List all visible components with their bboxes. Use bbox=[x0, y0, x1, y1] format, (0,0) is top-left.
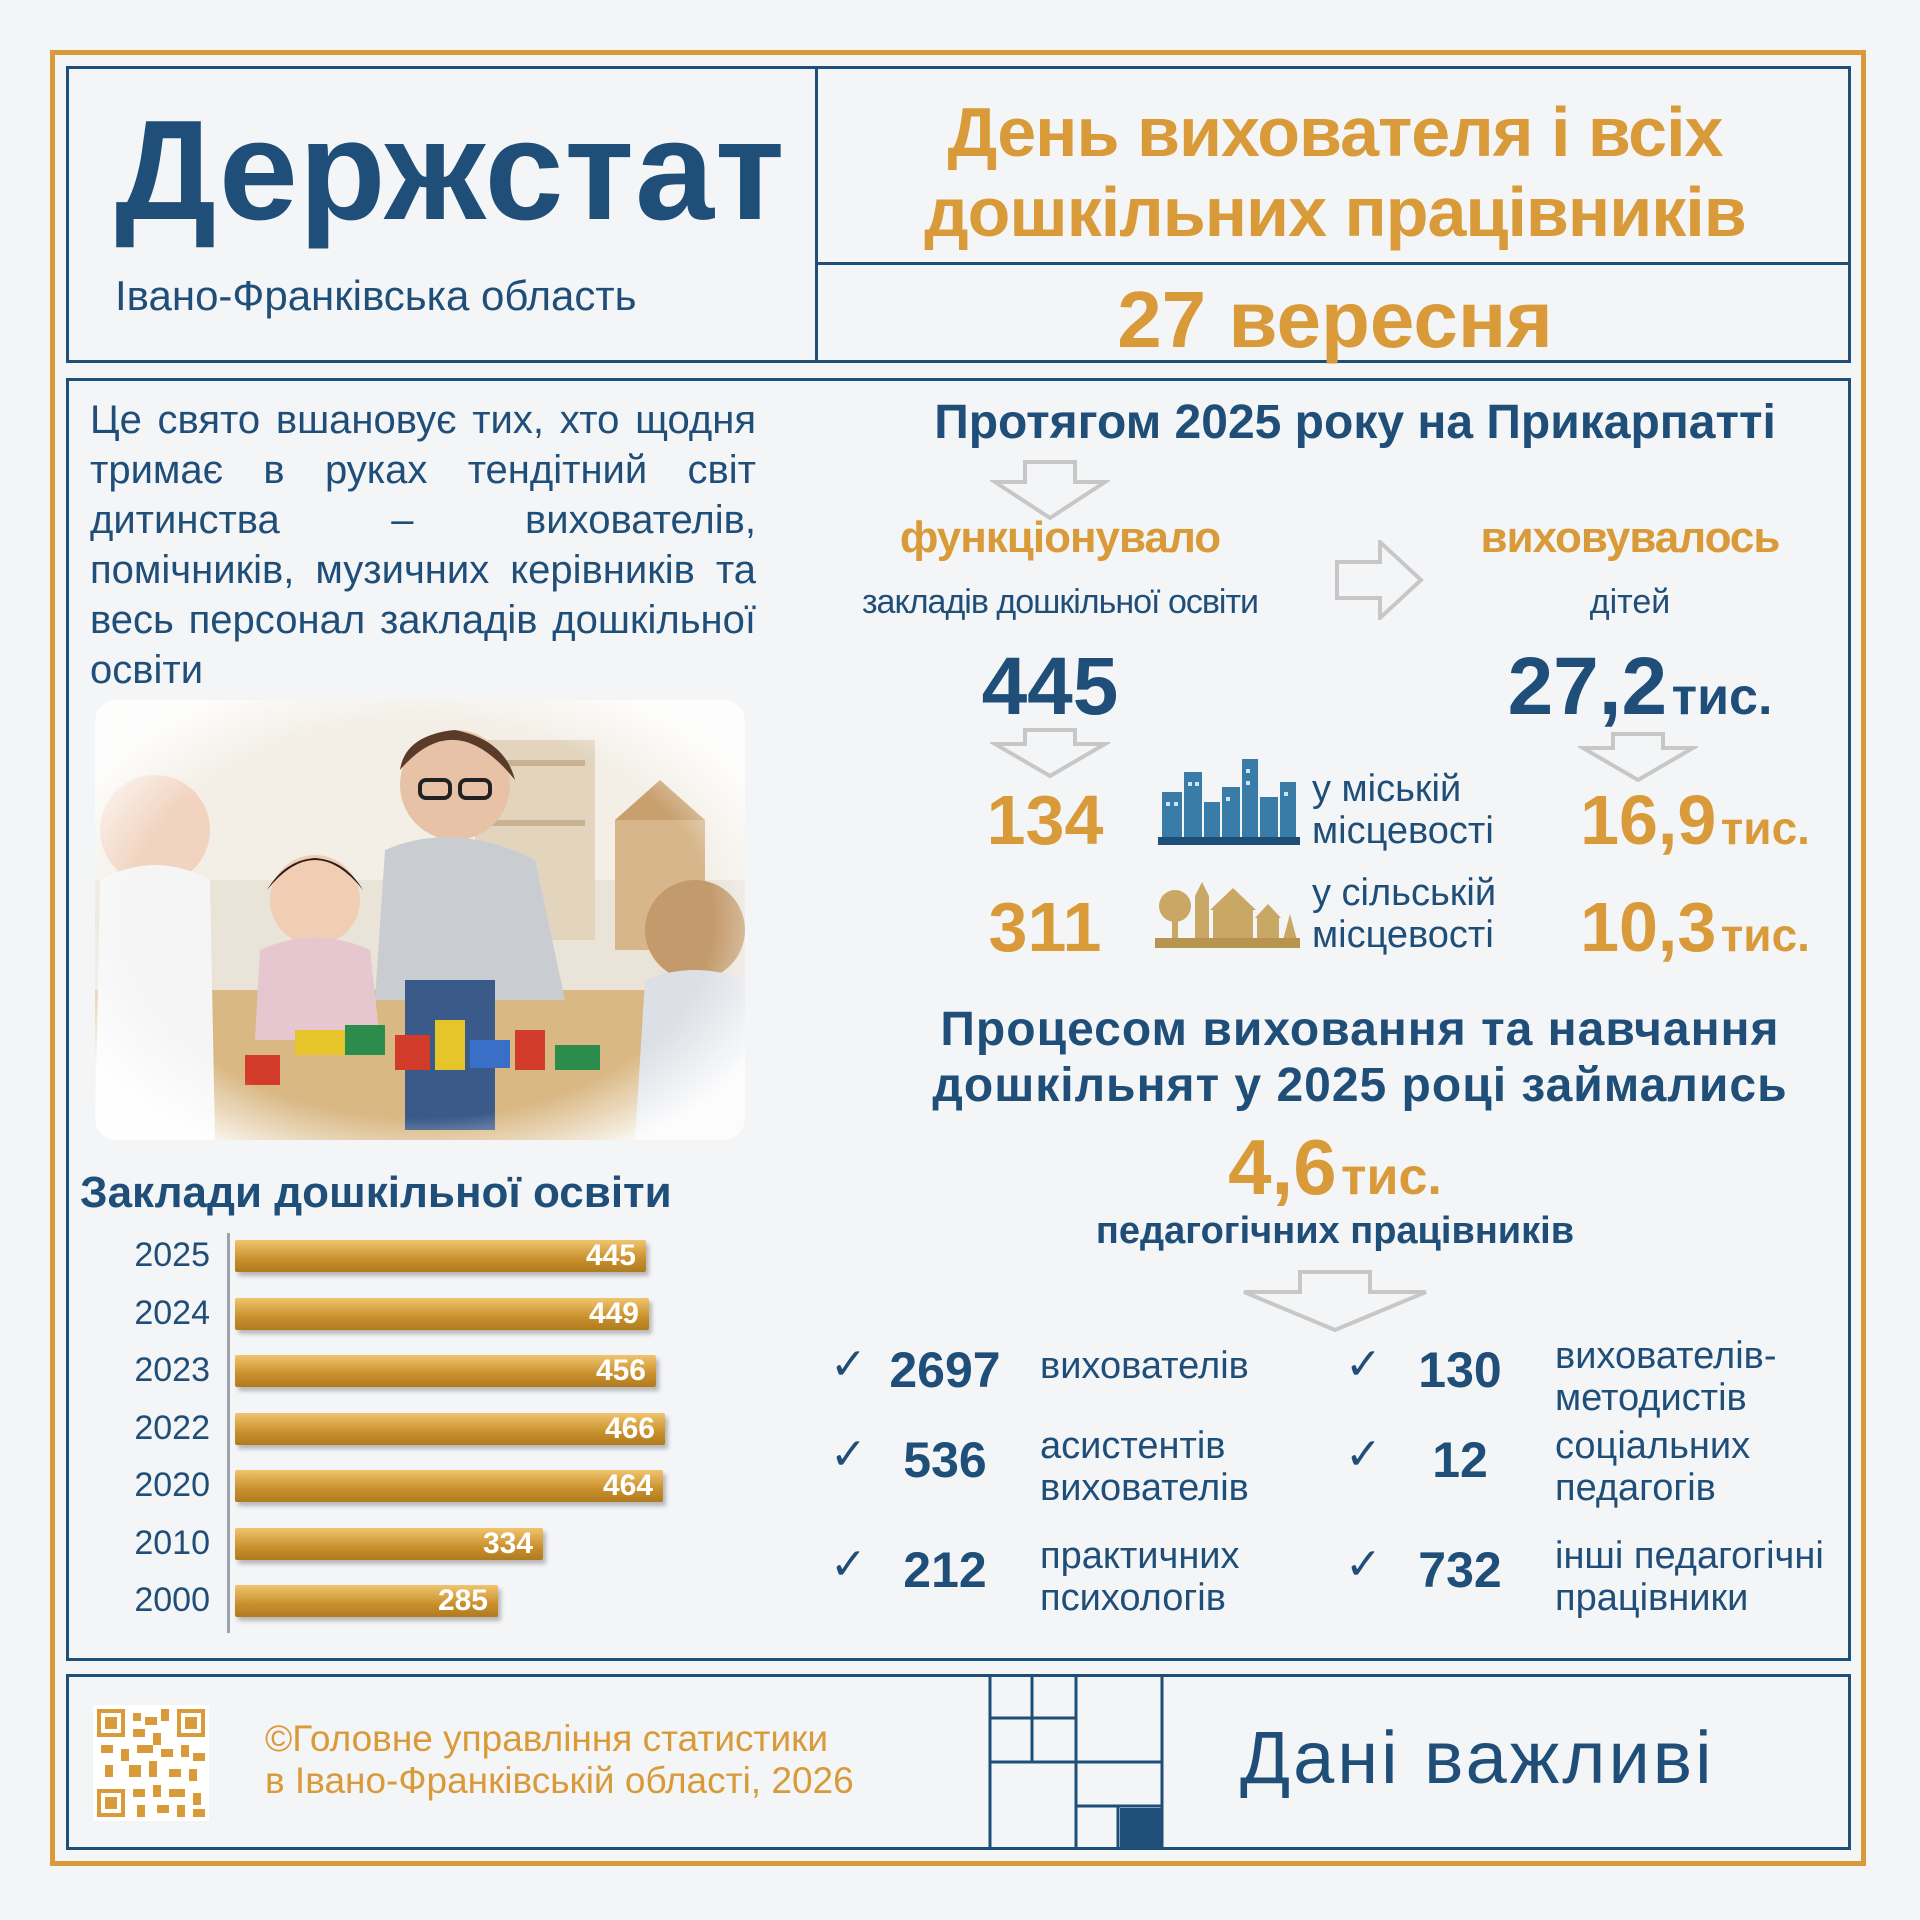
urban-children-unit: тис. bbox=[1720, 802, 1810, 854]
chart-bar bbox=[235, 1298, 649, 1330]
staff-total-value: 4,6 bbox=[1228, 1123, 1337, 1211]
bar-chart bbox=[100, 1225, 700, 1635]
children-total-value: 27,2 bbox=[1507, 641, 1668, 732]
rural-institutions: 311 bbox=[988, 888, 1102, 966]
staff-count: 212 bbox=[903, 1542, 987, 1598]
staff-role-line-1: асистентів bbox=[1040, 1425, 1226, 1467]
chart-value-label: 449 bbox=[588, 1296, 639, 1330]
grid-pattern-icon bbox=[988, 1674, 1164, 1850]
staff-role-line-1: вихователів bbox=[1040, 1345, 1249, 1387]
staff-role-line-1: практичних bbox=[1040, 1535, 1240, 1577]
staff-role-line-1: соціальних bbox=[1555, 1425, 1751, 1467]
staff-role-label bbox=[1040, 1345, 1360, 1387]
staff-heading-line-1: Процесом виховання та навчання bbox=[940, 1003, 1780, 1056]
institutions-total: 445 bbox=[981, 641, 1119, 732]
children-total bbox=[1440, 640, 1840, 734]
staff-count: 536 bbox=[903, 1432, 987, 1488]
slogan: Дані важливі bbox=[1240, 1716, 1715, 1799]
title-line-2: дошкільних працівників bbox=[924, 173, 1746, 251]
chart-axis bbox=[227, 1233, 230, 1633]
rural-children bbox=[1530, 887, 1860, 967]
event-date: 27 вересня bbox=[1117, 275, 1553, 364]
urban-children bbox=[1530, 780, 1860, 860]
staff-role-label bbox=[1040, 1425, 1360, 1509]
chart-value-label: 466 bbox=[604, 1411, 655, 1445]
chart-bar bbox=[235, 1413, 665, 1445]
staff-heading-line-2: дошкільнят у 2025 році займались bbox=[932, 1059, 1788, 1112]
institutions-verb: функціонувало bbox=[899, 513, 1221, 562]
urban-institutions: 134 bbox=[986, 781, 1104, 859]
chart-category-label: 2023 bbox=[134, 1351, 210, 1389]
down-arrow-icon bbox=[1240, 1270, 1430, 1332]
checkmark-icon: ✓ bbox=[830, 1430, 867, 1479]
checkmark-icon: ✓ bbox=[830, 1540, 867, 1589]
chart-bar bbox=[235, 1470, 663, 1502]
staff-total-unit: тис. bbox=[1341, 1148, 1442, 1206]
chart-bar bbox=[235, 1585, 498, 1617]
chart-value-label: 285 bbox=[437, 1584, 488, 1617]
staff-role-line-2: вихователів bbox=[1040, 1467, 1249, 1509]
staff-role-label bbox=[1555, 1335, 1875, 1419]
children-total-unit: тис. bbox=[1671, 668, 1773, 726]
page-title bbox=[820, 92, 1850, 252]
right-arrow-icon bbox=[1335, 540, 1425, 620]
chart-category-label: 2025 bbox=[134, 1236, 210, 1274]
staff-role-label bbox=[1555, 1425, 1875, 1509]
qr-code-icon bbox=[93, 1705, 209, 1821]
staff-count: 2697 bbox=[889, 1342, 1001, 1398]
down-arrow-icon bbox=[990, 460, 1110, 520]
staff-count: 12 bbox=[1432, 1432, 1488, 1488]
staff-role-line-1: вихователів- bbox=[1555, 1335, 1777, 1377]
copyright-line-1: ©Головне управління статистики bbox=[265, 1718, 828, 1759]
chart-value-label: 456 bbox=[595, 1354, 646, 1387]
urban-label bbox=[1312, 768, 1512, 852]
staff-role-label bbox=[1040, 1535, 1360, 1619]
staff-role-line-2: педагогів bbox=[1555, 1467, 1716, 1509]
urban-label-line-2: місцевості bbox=[1312, 810, 1494, 852]
village-icon bbox=[1155, 878, 1300, 950]
copyright bbox=[265, 1718, 854, 1802]
chart-bar bbox=[235, 1240, 646, 1272]
classroom-photo bbox=[95, 700, 745, 1140]
chart-bar bbox=[235, 1355, 656, 1387]
down-arrow-icon bbox=[1578, 732, 1698, 782]
summary-heading: Протягом 2025 року на Прикарпатті bbox=[934, 396, 1776, 449]
checkmark-icon: ✓ bbox=[1345, 1340, 1382, 1389]
chart-category-label: 2020 bbox=[134, 1466, 210, 1504]
checkmark-icon: ✓ bbox=[1345, 1540, 1382, 1589]
copyright-line-2: в Івано-Франківській області, 2026 bbox=[265, 1760, 854, 1801]
urban-children-value: 16,9 bbox=[1580, 781, 1717, 859]
children-verb: виховувалось bbox=[1480, 513, 1780, 562]
city-icon bbox=[1158, 757, 1300, 847]
chart-title: Заклади дошкільної освіти bbox=[80, 1168, 672, 1217]
staff-total bbox=[1100, 1122, 1570, 1213]
checkmark-icon: ✓ bbox=[1345, 1430, 1382, 1479]
checkmark-icon: ✓ bbox=[830, 1340, 867, 1389]
region-name: Івано-Франківська область bbox=[115, 272, 637, 319]
urban-label-line-1: у міській bbox=[1312, 768, 1462, 810]
chart-category-label: 2010 bbox=[134, 1523, 210, 1562]
staff-count: 130 bbox=[1418, 1342, 1502, 1398]
chart-bar bbox=[235, 1528, 543, 1560]
staff-role-line-2: працівники bbox=[1555, 1577, 1749, 1619]
staff-subtitle: педагогічних працівників bbox=[1095, 1210, 1575, 1252]
institutions-noun: закладів дошкільної освіти bbox=[861, 583, 1259, 621]
rural-children-value: 10,3 bbox=[1580, 888, 1717, 966]
chart-value-label: 334 bbox=[482, 1526, 533, 1560]
rural-children-unit: тис. bbox=[1720, 909, 1810, 961]
chart-category-label: 2000 bbox=[134, 1581, 210, 1619]
down-arrow-icon bbox=[990, 728, 1110, 778]
intro-text: Це свято вшановує тих, хто щодня тримає в руках тендітний світ дитинства – вихователів, помічників, музичних керівників та весь персонал закладів дошкільної освіти bbox=[90, 398, 756, 692]
rural-label-line-1: у сільській bbox=[1312, 872, 1497, 914]
chart-category-label: 2024 bbox=[134, 1293, 210, 1332]
chart-value-label: 445 bbox=[585, 1239, 636, 1272]
chart-category-label: 2022 bbox=[134, 1408, 210, 1447]
staff-role-label bbox=[1555, 1535, 1875, 1619]
rural-label-line-2: місцевості bbox=[1312, 914, 1494, 956]
staff-heading bbox=[840, 1002, 1880, 1114]
staff-count: 732 bbox=[1418, 1542, 1502, 1598]
staff-role-line-2: методистів bbox=[1555, 1377, 1747, 1419]
staff-role-line-2: психологів bbox=[1040, 1577, 1226, 1619]
chart-value-label: 464 bbox=[602, 1469, 653, 1502]
title-line-1: День вихователя і всіх bbox=[947, 93, 1723, 171]
logo-wordmark: Держстат bbox=[115, 91, 786, 250]
rural-label bbox=[1312, 872, 1512, 956]
staff-role-line-1: інші педагогічні bbox=[1555, 1535, 1824, 1577]
children-noun: дітей bbox=[1589, 583, 1671, 621]
